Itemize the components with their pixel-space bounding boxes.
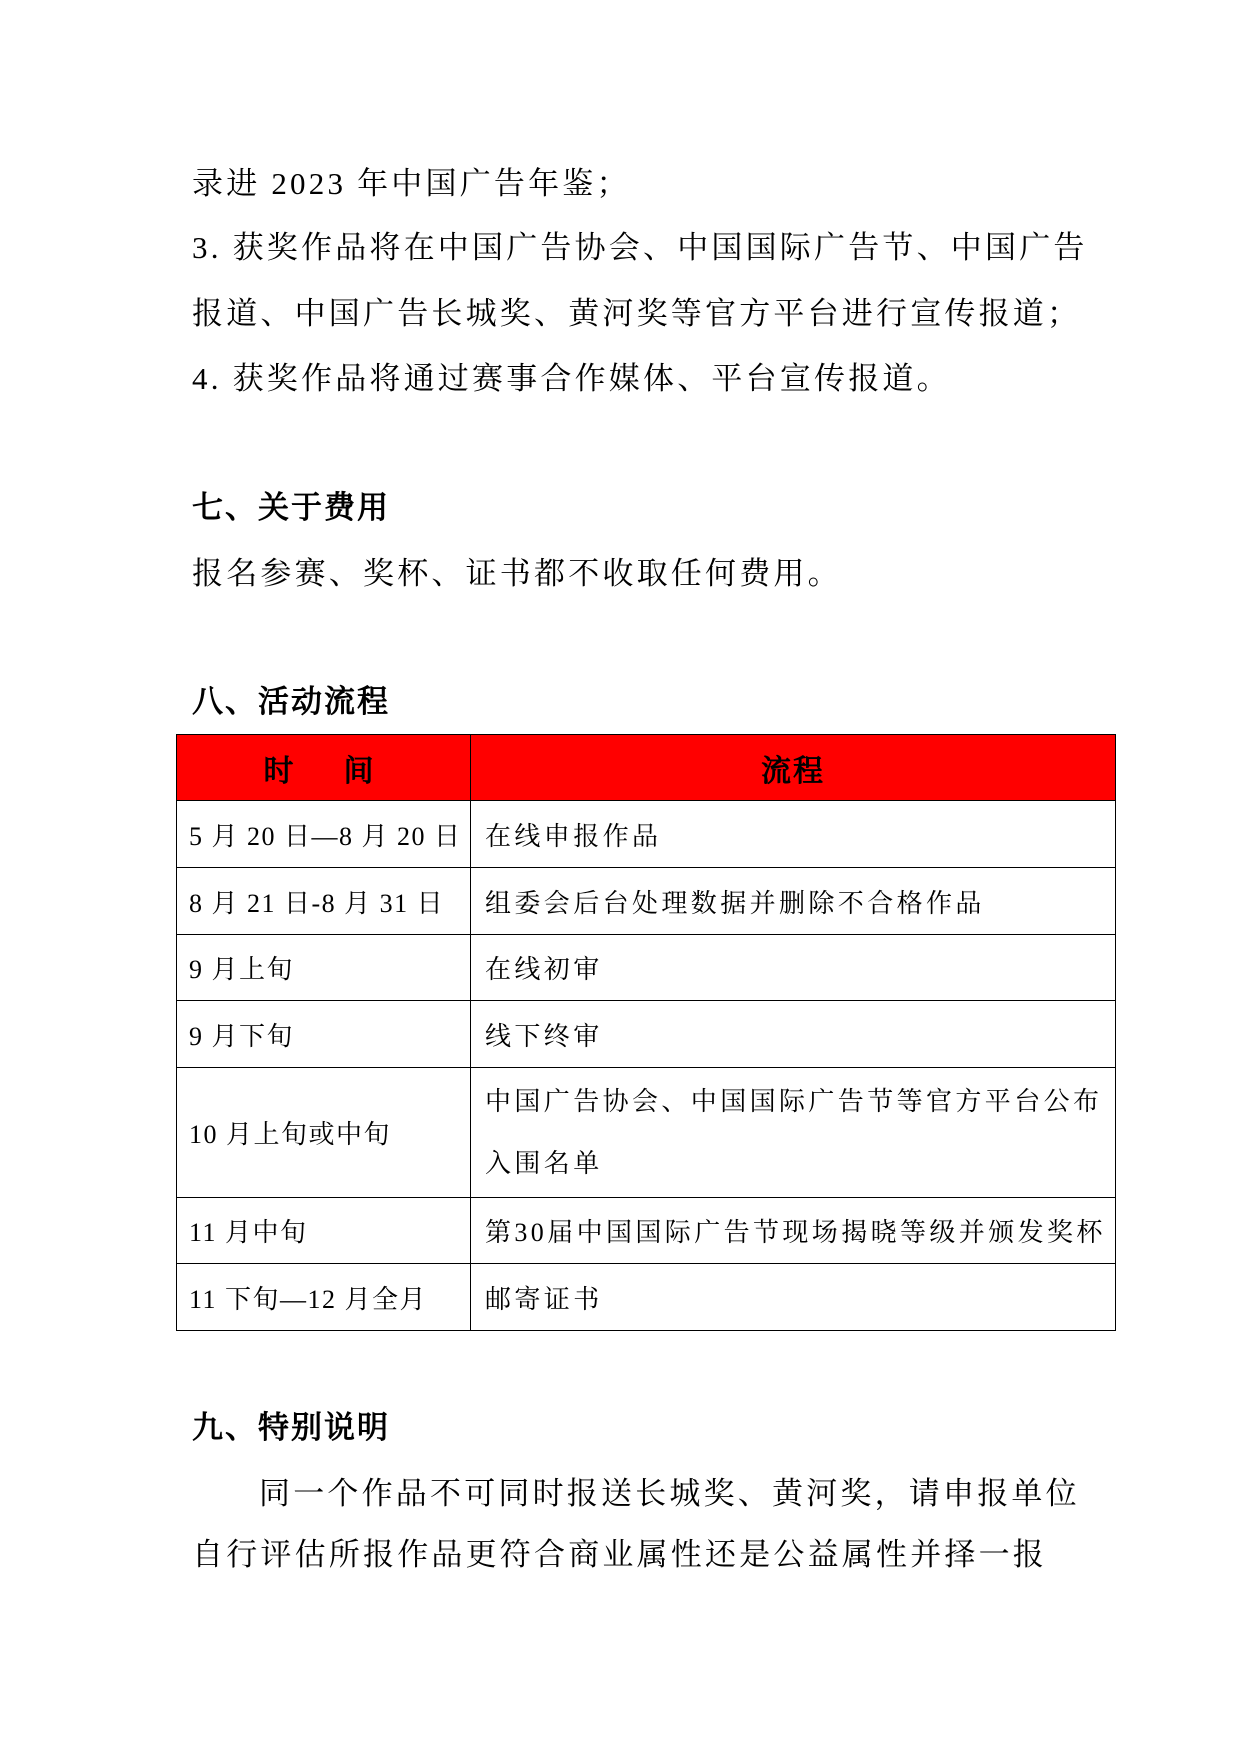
process-cell: [471, 935, 1116, 1001]
table-row: [177, 1264, 1116, 1331]
process-cell: [471, 801, 1116, 868]
process-cell-text: 第30届中国国际广告节现场揭晓等级并颁发奖杯: [485, 1218, 1106, 1247]
process-cell-text: 在线初审: [485, 955, 603, 984]
body-line: 录进 2023 年中国广告年鉴；: [192, 166, 631, 201]
process-cell-text: 中国广告协会、中国国际广告节等官方平台公布: [485, 1086, 1103, 1116]
time-cell: 11 下旬—12 月全月: [177, 1264, 471, 1331]
process-cell-text: 邮寄证书: [485, 1284, 603, 1314]
notes-line: 自行评估所报作品更符合商业属性还是公益属性并择一报: [192, 1537, 1047, 1572]
column-header-process: 流程: [471, 735, 1116, 801]
column-header-time: 时 间: [177, 735, 471, 801]
time-cell: 5 月 20 日—8 月 20 日: [177, 801, 471, 868]
process-cell-text: 线下终审: [485, 1021, 603, 1051]
process-cell: [471, 1068, 1116, 1198]
time-cell: 8 月 21 日-8 月 31 日: [177, 868, 471, 935]
table-row: [177, 1068, 1116, 1198]
section-heading-fees: 七、关于费用: [192, 490, 390, 525]
process-table: [176, 734, 1116, 1331]
notes-line: 同一个作品不可同时报送长城奖、黄河奖，请申报单位: [259, 1476, 1080, 1511]
process-cell: [471, 1198, 1116, 1264]
time-cell: 9 月下旬: [177, 1001, 471, 1068]
table-row: [177, 868, 1116, 935]
table-row: [177, 1198, 1116, 1264]
section-heading-process: 八、活动流程: [192, 684, 390, 719]
table-row: [177, 801, 1116, 868]
process-cell: [471, 868, 1116, 935]
process-cell-text: 入围名单: [485, 1148, 603, 1178]
table-header-row: [177, 735, 1116, 801]
fees-body: 报名参赛、奖杯、证书都不收取任何费用。: [192, 556, 842, 591]
process-cell-text: 组委会后台处理数据并删除不合格作品: [485, 888, 985, 918]
table-row: [177, 1001, 1116, 1068]
body-line: 3. 获奖作品将在中国广告协会、中国国际广告节、中国广告: [192, 230, 1088, 265]
process-cell-text: 在线申报作品: [485, 821, 662, 851]
time-cell: 9 月上旬: [177, 935, 471, 1001]
section-heading-special-notes: 九、特别说明: [192, 1410, 390, 1445]
table-row: [177, 935, 1116, 1001]
process-cell: [471, 1001, 1116, 1068]
body-line: 4. 获奖作品将通过赛事合作媒体、平台宣传报道。: [192, 361, 951, 396]
process-cell: [471, 1264, 1116, 1331]
time-cell: 10 月上旬或中旬: [177, 1068, 471, 1198]
body-line: 报道、中国广告长城奖、黄河奖等官方平台进行宣传报道；: [192, 296, 1082, 331]
time-cell: 11 月中旬: [177, 1198, 471, 1264]
